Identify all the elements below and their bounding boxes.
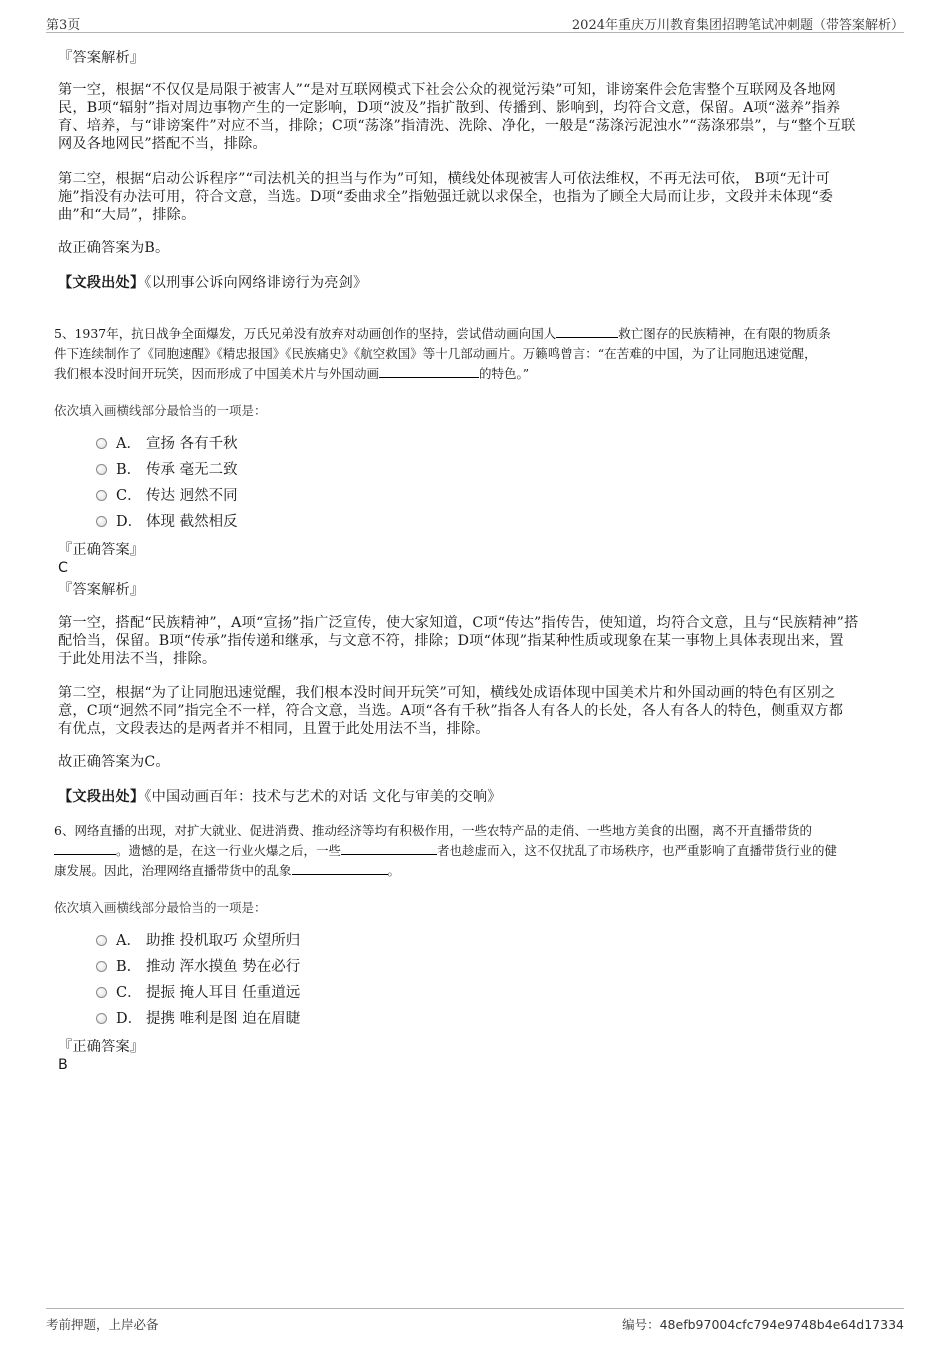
q6-option-a[interactable]: A． 助推 投机取巧 众望所归 [96,931,300,951]
q4-conclusion: 故正确答案为B。 [58,240,170,256]
question-text: 5、1937年，抗日战争全面爆发，万氏兄弟没有放弃对动画创作的坚持，尝试借动画向国人 [54,326,557,341]
blank-line [54,841,116,855]
q4-analysis-label: 『答案解析』 [58,50,145,66]
text-line: 配恰当，保留。B项“传承”指传递和继承，与文意不符，排除；D项“体现”指某种性质或现象在某一事物上具体表现出来，置 [58,633,844,649]
text-line: 第二空，根据“为了让同胞迅速觉醒，我们根本没时间开玩笑”可知，横线处成语体现中国美术片和外国动画的特色有区别之 [58,685,836,701]
q5-conclusion: 故正确答案为C。 [58,754,170,770]
text-line: 曲”和“大局”，排除。 [58,207,196,223]
q5-question [54,324,894,384]
text-line: 于此处用法不当，排除。 [58,651,217,667]
q5-option-a[interactable]: A． 宣扬 各有千秋 [96,434,238,454]
source-label: 【文段出处】 [58,789,145,805]
radio-icon[interactable] [96,490,107,501]
source-title: 《中国动画百年：技术与艺术的对话 文化与审美的交响》 [144,789,502,805]
q5-option-c[interactable]: C． 传达 迥然不同 [96,486,238,506]
page-footer [46,1308,904,1337]
blank-line [379,364,479,378]
page-header [46,10,904,33]
radio-icon[interactable] [96,935,107,946]
text-line: 第一空，根据“不仅仅是局限于被害人”“是对互联网模式下社会公众的视觉污染”可知，诽谤案件会危害整个互联网及各地网 [58,82,836,98]
question-text: 6、网络直播的出现，对扩大就业、促进消费、推动经济等均有积极作用，一些农特产品的走俏、一些地方美食的出圈，离不开直播带货的 [54,823,812,838]
text-line: 民，B项“辐射”指对周边事物产生的一定影响，D项“波及”指扩散到、传播到、影响到，均符合文意，保留。A项“滋养”指养 [58,100,841,116]
question-text: 。 [387,863,401,878]
q6-option-d[interactable]: D． 提携 唯利是图 迫在眉睫 [96,1009,300,1029]
radio-icon[interactable] [96,438,107,449]
q5-analysis-label: 『答案解析』 [58,582,145,598]
question-text: 的特色。” [479,366,530,381]
source-title: 《以刑事公诉向网络诽谤行为亮剑》 [144,275,368,291]
q5-analysis-p2 [58,684,890,738]
q5-answer-label: 『正确答案』 [58,542,145,558]
radio-icon[interactable] [96,516,107,527]
question-text: 救亡图存的民族精神，在有限的物质条 [618,326,831,341]
text-line: 网及各地网民”搭配不当，排除。 [58,136,267,152]
q6-answer-label: 『正确答案』 [58,1039,145,1055]
question-text: 我们根本没时间开玩笑，因而形成了中国美术片与外国动画 [54,366,380,381]
text-line: 有优点，文段表达的是两者并不相同，且置于此处用法不当，排除。 [58,721,490,737]
question-text: 。遗憾的是，在这一行业火爆之后，一些 [116,843,342,858]
question-text: 者也趁虚而入，这不仅扰乱了市场秩序，也严重影响了直播带货行业的健 [437,843,838,858]
document-title: 2024年重庆万川教育集团招聘笔试冲刺题（带答案解析） [571,18,904,33]
q5-option-b[interactable]: B． 传承 毫无二致 [96,460,238,480]
source-label: 【文段出处】 [58,275,145,291]
q4-analysis-p2 [58,170,890,224]
text-line: 第二空，根据“启动公诉程序”“司法机关的担当与作为”可知，横线处体现被害人可依法维权，不再无法可依， B项“无计可 [58,171,830,187]
q6-option-c[interactable]: C． 提振 掩人耳目 任重道远 [96,983,300,1003]
q4-analysis-p1 [58,81,890,153]
blank-line [341,841,437,855]
radio-icon[interactable] [96,464,107,475]
page-number: 第3页 [46,18,81,33]
text-line: 意，C项“迥然不同”指完全不一样，符合文意，当选。A项“各有千秋”指各人有各人的长处，各人有各人的特色，侧重双方都 [58,703,844,719]
q5-source [58,788,890,806]
q6-answer: B [58,1057,68,1073]
document-code: 编号：48efb97004cfc794e9748b4e64d17334 [622,1317,904,1332]
radio-icon[interactable] [96,1013,107,1024]
q6-question [54,821,894,881]
q5-instruction: 依次填入画横线部分最恰当的一项是： [54,403,267,418]
blank-line [556,324,618,338]
text-line: 第一空，搭配“民族精神”，A项“宣扬”指广泛宣传，使大家知道，C项“传达”指传告，使知道，均符合文意，且与“民族精神”搭 [58,615,859,631]
q6-option-b[interactable]: B． 推动 浑水摸鱼 势在必行 [96,957,300,977]
q5-answer: C [58,560,69,576]
q5-analysis-p1 [58,614,890,668]
blank-line [292,861,388,875]
text-line: 育、培养，与“诽谤案件”对应不当，排除；C项“荡涤”指清洗、洗除、净化，一般是“荡涤污泥浊水”“荡涤邪祟”，与“整个互联 [58,118,856,134]
q6-instruction: 依次填入画横线部分最恰当的一项是： [54,900,267,915]
radio-icon[interactable] [96,961,107,972]
q4-source [58,274,890,292]
question-text: 康发展。因此，治理网络直播带货中的乱象 [54,863,292,878]
radio-icon[interactable] [96,987,107,998]
footer-slogan: 考前押题，上岸必备 [46,1317,159,1332]
question-text: 件下连续制作了《同胞速醒》《精忠报国》《民族痛史》《航空救国》等十几部动画片。万籁鸣曾言：“在苦难的中国，为了让同胞迅速觉醒， [54,346,817,361]
q5-option-d[interactable]: D． 体现 截然相反 [96,512,238,532]
text-line: 施”指没有办法可用，符合文意，当选。D项“委曲求全”指勉强迁就以求保全，也指为了顾全大局而让步，文段并未体现“委 [58,189,834,205]
